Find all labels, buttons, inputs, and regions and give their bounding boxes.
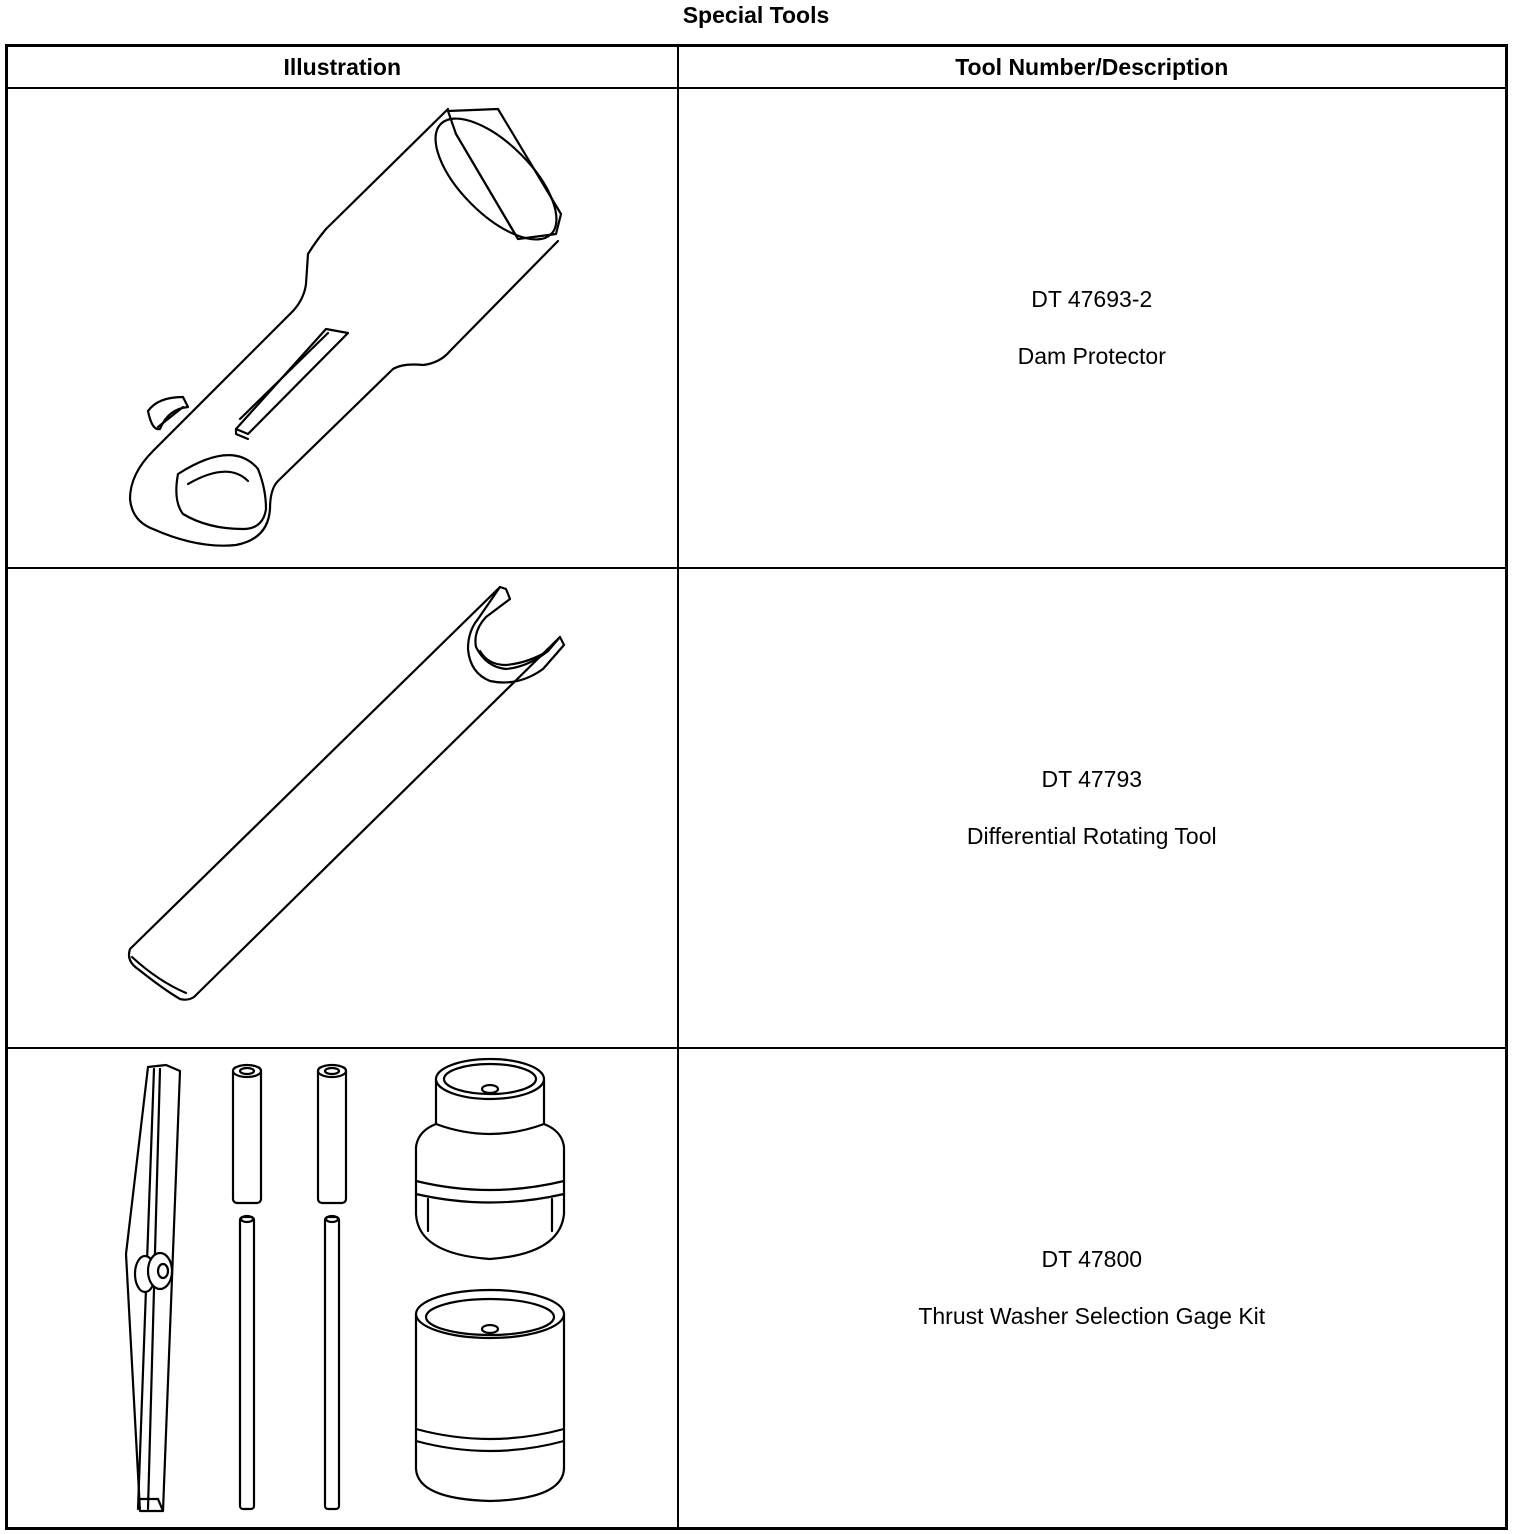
tool-description: Thrust Washer Selection Gage Kit <box>918 1303 1266 1329</box>
header-tool-description: Tool Number/Description <box>678 46 1507 89</box>
tool-number: DT 47800 <box>1041 1246 1143 1272</box>
header-illustration: Illustration <box>7 46 678 89</box>
tool-description-cell <box>678 1048 1507 1529</box>
illustration-cell <box>7 568 678 1048</box>
table-row <box>7 568 1507 1048</box>
illustration-cell <box>7 1048 678 1529</box>
illustration-cell <box>7 88 678 568</box>
tool-description-cell <box>678 88 1507 568</box>
table-header-row <box>7 46 1507 89</box>
tool-description-cell <box>678 568 1507 1048</box>
special-tools-table <box>5 44 1508 1530</box>
tool-number: DT 47793 <box>1041 766 1143 792</box>
thrust-washer-gage-kit-illustration <box>8 1049 677 1527</box>
differential-rotating-tool-illustration <box>8 569 677 1047</box>
tool-description: Differential Rotating Tool <box>966 823 1217 849</box>
page-title: Special Tools <box>682 2 830 28</box>
table-row <box>7 88 1507 568</box>
tool-number: DT 47693-2 <box>1031 286 1153 312</box>
table-row <box>7 1048 1507 1529</box>
dam-protector-illustration <box>8 89 677 567</box>
tool-description: Dam Protector <box>1017 343 1166 369</box>
